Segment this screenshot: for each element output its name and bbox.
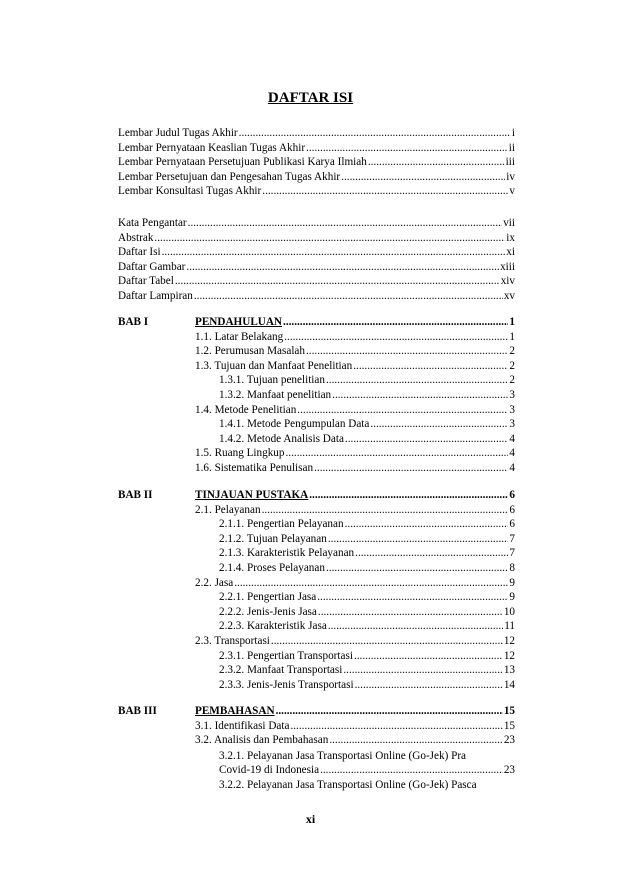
toc-entry [219,605,515,619]
toc-entry-label: 2.1.4. Proses Pelayanan [219,562,325,574]
toc-entry [195,634,515,648]
toc-chapter-heading [195,488,515,502]
toc-leader-dots [328,619,503,633]
toc-entry-front [118,245,515,259]
toc-entry-label: 2.1.1. Pengertian Pelayanan [219,518,344,531]
toc-entry-label: 2.2.2. Jenis-Jenis Jasa [219,605,317,618]
toc-entry [219,517,515,531]
toc-leader-dots [341,170,505,184]
toc-entry-3-2-2-line1: 3.2.2. Pelayanan Jasa Transportasi Online (Go-Jek) Pasca [219,779,477,791]
toc-entry-page: 8 [509,562,515,574]
toc-entry [219,590,515,604]
toc-entry [195,446,515,460]
toc-entry [195,344,515,358]
toc-leader-dots [286,446,509,460]
toc-leader-dots [320,763,503,777]
toc-entry-page: 4 [509,462,515,474]
toc-leader-dots [306,344,508,358]
chapter-label: BAB II [118,489,153,501]
toc-entry [219,373,515,387]
toc-leader-dots [271,634,503,648]
toc-leader-dots [314,461,508,475]
toc-entry-label: Lembar Pernyataan Keaslian Tugas Akhir [118,141,306,154]
toc-entry-label: 1.4.2. Metode Analisis Data [219,432,344,445]
toc-entry-label: Daftar Lampiran [118,290,193,302]
toc-entry-front [118,155,515,169]
page-number: xi [305,812,316,826]
toc-entry-page: 2 [509,374,515,387]
toc-entry-page: 3 [509,403,515,416]
toc-entry-page: 7 [509,547,515,560]
toc-entry-label: Daftar Isi [118,246,161,259]
toc-entry-front [118,216,515,230]
toc-leader-dots [306,141,508,155]
toc-entry-page: 3 [509,418,515,431]
toc-entry-page: v [509,185,515,198]
toc-leader-dots [318,605,503,619]
toc-leader-dots [276,704,503,718]
toc-leader-dots [328,532,509,546]
toc-entry [219,619,515,633]
toc-entry-label: Covid-19 di Indonesia [219,764,320,776]
toc-entry-page: 15 [503,705,515,717]
toc-entry [219,678,515,692]
toc-entry-page: 11 [504,620,515,633]
toc-entry-label: TINJAUAN PUSTAKA [195,489,309,501]
toc-entry-label: 2.3.3. Jenis-Jenis Transportasi [219,678,354,691]
toc-leader-dots [355,546,508,560]
toc-leader-dots [283,315,508,329]
toc-entry [195,359,515,373]
toc-entry-label: 2.1. Pelayanan [195,503,261,516]
toc-leader-dots [234,576,508,590]
toc-entry-label: 2.1.3. Karakteristik Pelayanan [219,547,355,560]
toc-entry-front [118,126,515,140]
toc-entry-label: 2.3. Transportasi [195,635,270,647]
toc-leader-dots [354,649,503,663]
toc-entry-label: 1.4.1. Metode Pengumpulan Data [219,418,370,431]
toc-entry-page: 23 [503,764,515,776]
page-title: DAFTAR ISI [267,90,354,106]
toc-leader-dots [186,260,499,274]
toc-entry-label: 1.4. Metode Penelitian [195,403,297,416]
toc-entry [195,503,515,517]
toc-entry-front [118,141,515,155]
toc-entry-page: xiv [500,275,515,288]
toc-entry-3-2-1-line2 [219,763,515,777]
toc-entry-front [118,260,515,274]
chapter-label: BAB III [118,705,157,717]
toc-entry-label: 1.3.2. Manfaat penelitian [219,389,332,401]
toc-entry-label: 2.2.1. Pengertian Jasa [219,591,317,604]
toc-entry-page: 4 [509,447,515,460]
toc-entry [195,330,515,344]
toc-entry-label: 2.3.1. Pengertian Transportasi [219,649,353,662]
toc-entry-label: Lembar Konsultasi Tugas Akhir [118,185,262,198]
toc-leader-dots [345,517,509,531]
toc-entry-page: vii [503,217,515,229]
toc-leader-dots [162,245,506,259]
toc-entry [195,719,515,733]
toc-leader-dots [175,274,500,288]
toc-entry-label: 1.1. Latar Belakang [195,330,284,343]
toc-entry-page: 2 [509,345,515,358]
toc-entry-page: 6 [509,518,515,531]
toc-entry-label: 1.3. Tujuan dan Manfaat Penelitian [195,359,353,372]
chapter-label: BAB I [118,316,149,328]
toc-leader-dots [332,388,508,402]
toc-entry [195,461,515,475]
toc-entry-front [118,231,515,245]
toc-entry-page: 6 [509,503,515,516]
toc-chapter-heading [195,315,515,329]
toc-entry-page: 7 [509,532,515,545]
toc-entry-page: xi [506,246,515,259]
toc-entry [219,388,515,402]
toc-entry-page: iii [505,156,515,169]
toc-entry-label: Abstrak [118,231,154,244]
toc-entry-page: 9 [509,576,515,589]
toc-entry-label: Lembar Pernyataan Persetujuan Publikasi Karya Ilmiah [118,156,367,169]
toc-leader-dots [345,432,508,446]
toc-entry-page: 4 [509,432,515,445]
toc-leader-dots [188,216,503,230]
toc-leader-dots [368,155,505,169]
toc-leader-dots [297,403,508,417]
toc-entry [219,432,515,446]
toc-leader-dots [317,590,508,604]
toc-entry [219,649,515,663]
toc-entry-label: 1.6. Sistematika Penulisan [195,462,314,474]
toc-entry-label: 1.2. Perumusan Masalah [195,345,305,358]
toc-entry-front [118,184,515,198]
toc-entry [219,417,515,431]
toc-entry [195,576,515,590]
toc-leader-dots [370,417,508,431]
toc-entry-page: ii [508,141,515,154]
toc-leader-dots [355,678,503,692]
toc-entry-label: 2.1.2. Tujuan Pelayanan [219,532,327,545]
toc-entry-label: 2.3.2. Manfaat Transportasi [219,664,343,677]
toc-leader-dots [284,330,508,344]
toc-entry-label: 3.1. Identifikasi Data [195,719,290,732]
toc-entry-page: iv [506,170,515,183]
toc-entry-label: 3.2. Analisis dan Pembahasan [195,734,329,747]
toc-entry [219,532,515,546]
toc-entry-label: 2.2. Jasa [195,576,234,589]
toc-leader-dots [262,503,509,517]
toc-leader-dots [154,231,505,245]
toc-entry-page: 9 [509,591,515,604]
toc-entry-label: 1.5. Ruang Lingkup [195,447,285,460]
toc-entry-front [118,170,515,184]
toc-entry-page: 6 [509,489,515,501]
toc-leader-dots [343,663,502,677]
toc-leader-dots [309,488,508,502]
toc-entry-page: xv [503,290,515,302]
toc-entry-page: 15 [503,719,515,732]
toc-entry-label: PEMBAHASAN [195,705,275,717]
toc-entry-page: 10 [503,605,515,618]
toc-leader-dots [353,359,508,373]
toc-chapter-heading [195,704,515,718]
toc-entry-label: 2.2.3. Karakteristik Jasa [219,620,327,633]
toc-leader-dots [290,719,502,733]
toc-entry-page: 12 [503,635,515,647]
toc-entry-page: 14 [503,678,515,691]
toc-entry-page: xiii [500,260,515,273]
toc-leader-dots [326,561,508,575]
toc-entry [219,561,515,575]
toc-entry-page: 1 [509,316,515,328]
toc-entry-front [118,274,515,288]
toc-entry-label: Daftar Gambar [118,260,186,273]
toc-entry-label: Daftar Tabel [118,275,174,288]
toc-entry-label: PENDAHULUAN [195,316,283,328]
toc-entry-label: Lembar Persetujuan dan Pengesahan Tugas Akhir [118,170,341,183]
toc-entry-label: Kata Pengantar [118,217,187,229]
toc-entry-page: ix [506,231,515,244]
toc-leader-dots [262,184,508,198]
toc-entry-page: 23 [503,734,515,747]
toc-entry-page: 3 [509,389,515,401]
toc-entry [219,663,515,677]
toc-entry-front [118,289,515,303]
toc-entry-page: 12 [503,649,515,662]
toc-leader-dots [329,733,503,747]
toc-entry-page: 2 [509,359,515,372]
toc-entry-page: 13 [503,664,515,677]
toc-leader-dots [239,126,511,140]
toc-entry-label: Lembar Judul Tugas Akhir [118,127,238,139]
toc-entry-page: i [511,127,515,139]
toc-leader-dots [194,289,503,303]
toc-entry [195,403,515,417]
toc-entry-label: 1.3.1. Tujuan penelitian [219,374,325,387]
toc-leader-dots [326,373,508,387]
toc-entry [219,546,515,560]
toc-entry-page: 1 [509,330,515,343]
toc-entry [195,733,515,747]
toc-entry-3-2-1-line1: 3.2.1. Pelayanan Jasa Transportasi Online (Go-Jek) Pra [219,750,467,762]
